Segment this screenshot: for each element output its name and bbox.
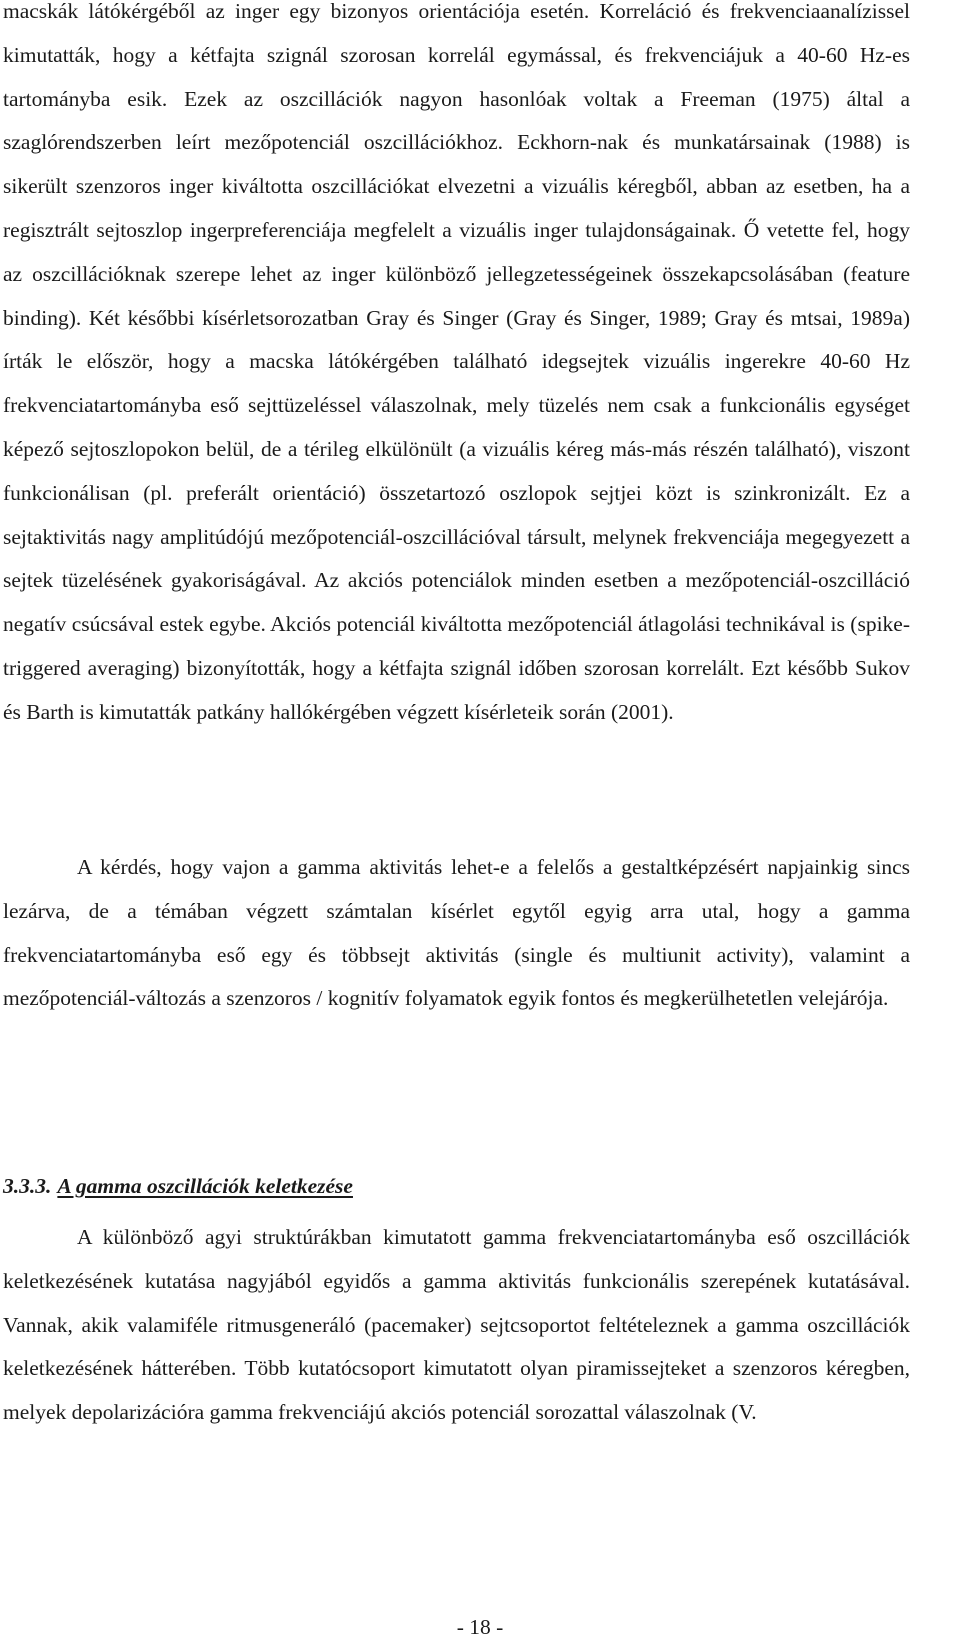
section-heading: [3, 1165, 353, 1209]
page-number: - 18 -: [456, 1615, 504, 1639]
body-paragraph-3: A különböző agyi struktúrákban kimutatott gamma frekvenciatartományba eső oszcillációk keletkezésének kutatása nagyjából egyidős a gamma aktivitás funkcionális szerepének kutatásával. Vannak, akik valamiféle ritmusgeneráló (pacemaker) sejtcsoportot feltételeznek a gamma oszcillációk keletkezésének hátterében. Több kutatócsoport kimutatott olyan piramissejteket a szenzoros kéregben, melyek depolarizációra gamma frekvenciájú akciós potenciál sorozattal válaszolnak (V.: [3, 1225, 910, 1425]
section-number: 3.3.3.: [3, 1174, 52, 1198]
section-title: A gamma oszcillációk keletkezése: [57, 1174, 353, 1198]
body-paragraph-1: macskák látókérgéből az inger egy bizonyos orientációja esetén. Korreláció és frekvenciaanalízissel kimutatták, hogy a kétfajta szignál szorosan korrelál egymással, és frekvenciájuk a 40-60 Hz-es tartományba esik. Ezek az oszcillációk nagyon hasonlóak voltak a Freeman (1975) által a szaglórendszerben leírt mezőpotenciál oszcillációkhoz. Eckhorn-nak és munkatársainak (1988) is sikerült szenzoros inger kiváltotta oszcillációkat elvezetni a vizuális kéregből, abban az esetben, ha a regisztrált sejtoszlop ingerpreferenciája megfelelt a vizuális inger tulajdonságainak. Ő vetette fel, hogy az oszcillációknak szerepe lehet az inger különböző jellegzetességeinek összekapcsolásában (feature binding). Két későbbi kísérletsorozatban Gray és Singer (Gray és Singer, 1989; Gray és mtsai, 1989a) írták le először, hogy a macska látókérgében található idegsejtek vizuális ingerekre 40-60 Hz frekvenciatartományba eső sejttüzeléssel válaszolnak, mely tüzelés nem csak a funkcionális egységet képező sejtoszlopokon belül, de a térileg elkülönült (a vizuális kéreg más-más részén található), viszont funkcionálisan (pl. preferált orientáció) összetartozó oszlopok sejtjei közt is szinkronizált. Ez a sejtaktivitás nagy amplitúdójú mezőpotenciál-oszcillációval társult, melynek frekvenciája megegyezett a sejtek tüzelésének gyakoriságával. Az akciós potenciálok minden esetben a mezőpotenciál-oszcilláció negatív csúcsával estek egybe. Akciós potenciál kiváltotta mezőpotenciál átlagolási technikával is (spike-triggered averaging) bizonyították, hogy a kétfajta szignál időben szorosan korrelált. Ezt később Sukov és Barth is kimutatták patkány hallókérgében végzett kísérleteik során (2001).: [3, 0, 910, 724]
body-paragraph-2: A kérdés, hogy vajon a gamma aktivitás lehet-e a felelős a gestaltképzésért napjainkig sincs lezárva, de a témában végzett számtalan kísérlet egytől egyig arra utal, hogy a gamma frekvenciatartományba eső egy és többsejt aktivitás (single és multiunit activity), valamint a mezőpotenciál-változás a szenzoros / kognitív folyamatok egyik fontos és megkerülhetetlen velejárója.: [3, 855, 910, 1011]
